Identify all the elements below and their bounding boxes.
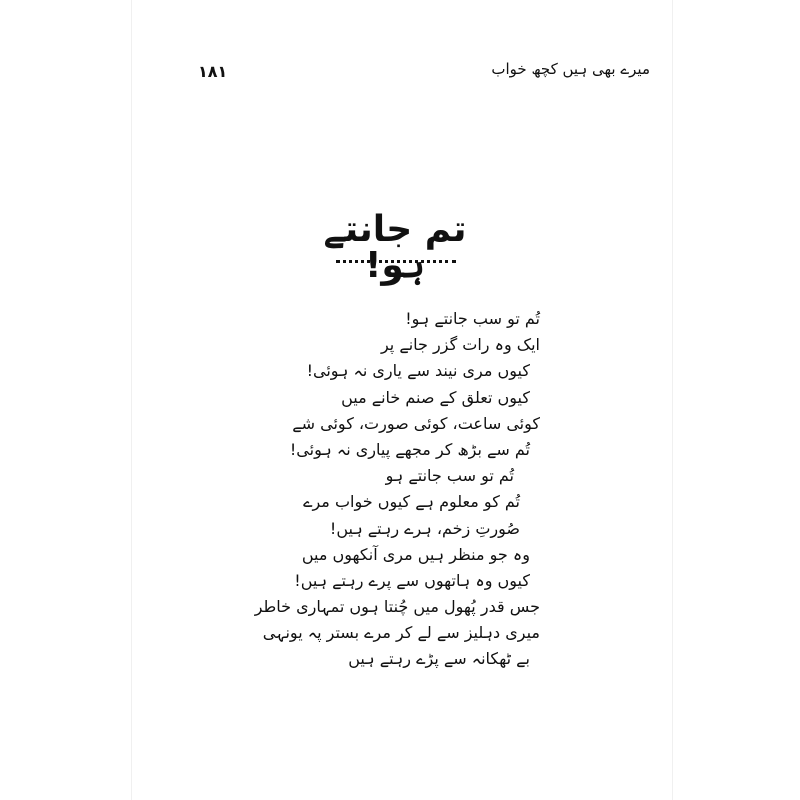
poem-line: کیوں مری نیند سے یاری نہ ہوئی! — [306, 361, 530, 381]
page-number: ۱۸۱ — [198, 62, 228, 81]
poem-line: تُم تو سب جانتے ہو — [385, 466, 514, 486]
poem-line: کیوں وہ ہاتھوں سے پرے رہتے ہیں! — [294, 570, 530, 590]
poem-line: تُم تو سب جانتے ہو! — [405, 309, 540, 328]
poem-line: کیوں تعلق کے صنم خانے میں — [341, 387, 530, 407]
title-dotted-underline — [336, 260, 456, 263]
poem-title: تم جانتے ہو! — [323, 209, 467, 286]
poem-line: بے ٹھکانہ سے پڑے رہتے ہیں — [348, 649, 530, 669]
poem-line: تُم کو معلوم ہے کیوں خواب مرے — [303, 492, 520, 512]
poem-line: ایک وہ رات گزر جانے پر — [380, 335, 540, 355]
poem-line: میری دہلیز سے لے کر مرے بستر پہ یونہی — [262, 623, 540, 643]
running-header-title: میرے بھی ہیں کچھ خواب — [491, 60, 650, 78]
poem-line: تُم سے بڑھ کر مجھے پیاری نہ ہوئی! — [289, 439, 530, 459]
poem-line: صُورتِ زخم، ہرے رہتے ہیں! — [329, 518, 520, 538]
poem-body — [254, 306, 540, 673]
poem-line: وہ جو منظر ہیں مری آنکھوں میں — [301, 544, 530, 564]
poem-line: کوئی ساعت، کوئی صورت، کوئی شے — [292, 413, 540, 433]
poem-line: جس قدر پُھول میں چُنتا ہوں تمہاری خاطر — [254, 597, 540, 617]
